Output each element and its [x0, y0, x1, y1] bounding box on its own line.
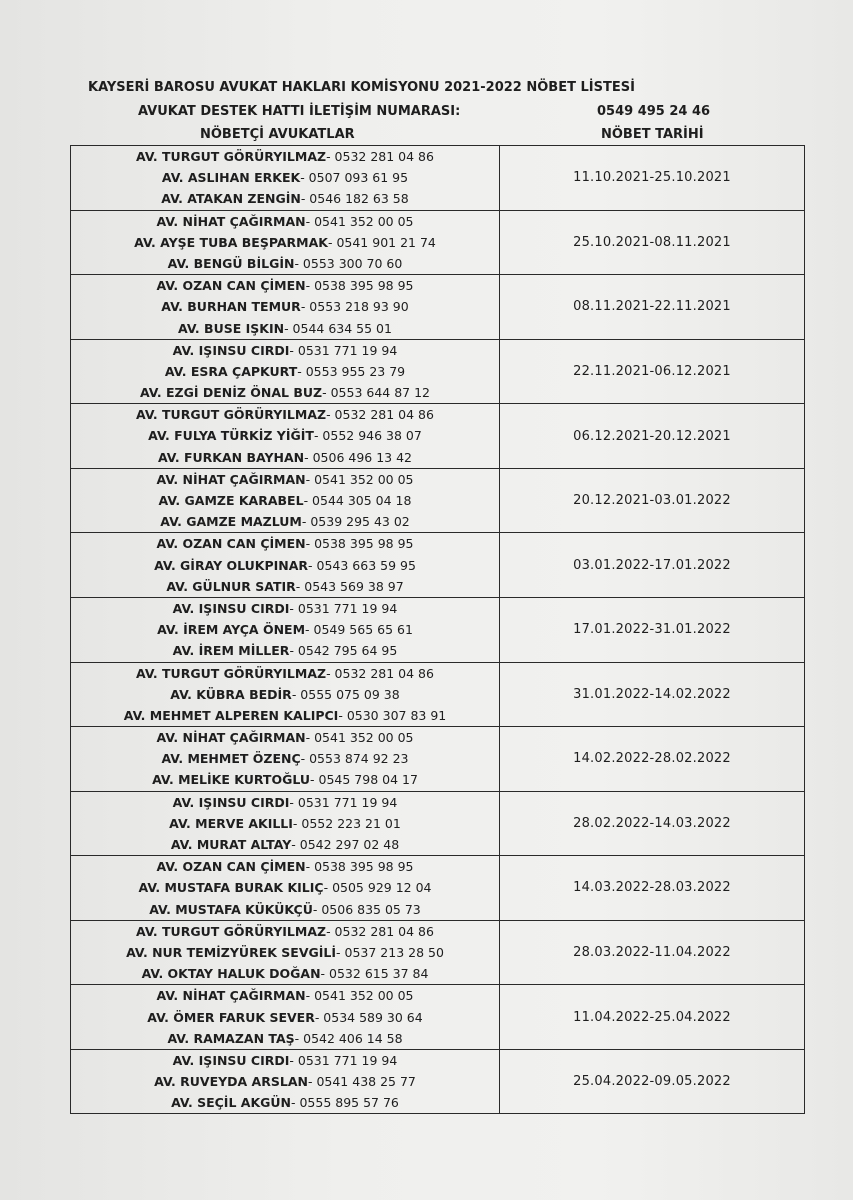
- hotline-number: 0549 495 24 46: [597, 104, 711, 119]
- lawyer-name: AV. OZAN CAN ÇİMEN: [156, 536, 306, 552]
- lawyer-phone: - 0541 352 00 05: [305, 213, 414, 229]
- lawyers-cell: [71, 210, 500, 275]
- lawyer-name: AV. MUSTAFA BURAK KILIÇ: [138, 880, 324, 896]
- lawyer-entry: [71, 963, 499, 984]
- lawyer-entry: [71, 619, 499, 640]
- lawyer-phone: - 0532 281 04 86: [326, 149, 434, 164]
- lawyer-name: AV. IŞINSU CIRDI: [172, 600, 290, 616]
- lawyer-name: AV. NİHAT ÇAĞIRMAN: [156, 471, 306, 487]
- table-row: [71, 468, 805, 533]
- lawyer-name: AV. RUVEYDA ARSLAN: [154, 1074, 308, 1090]
- duty-date-cell: 03.01.2022-17.01.2022: [500, 533, 805, 598]
- duty-date-cell: 25.10.2021-08.11.2021: [500, 210, 805, 275]
- lawyers-cell: [71, 662, 500, 727]
- lawyers-cell: [71, 727, 500, 792]
- lawyer-name: AV. BUSE IŞKIN: [178, 320, 285, 336]
- lawyer-phone: - 0538 395 98 95: [305, 536, 414, 552]
- lawyer-entry: [71, 232, 499, 253]
- lawyer-entry: [71, 705, 499, 726]
- lawyer-entry: [71, 1028, 499, 1049]
- lawyer-phone: - 0544 305 04 18: [303, 493, 412, 508]
- lawyer-phone: - 0507 093 61 95: [300, 170, 409, 186]
- lawyer-name: AV. NİHAT ÇAĞIRMAN: [156, 730, 306, 746]
- lawyer-entry: [71, 769, 499, 790]
- lawyer-entry: [71, 167, 499, 188]
- lawyer-phone: - 0541 438 25 77: [307, 1074, 416, 1090]
- lawyer-phone: - 0534 589 30 64: [314, 1009, 423, 1025]
- lawyer-name: AV. KÜBRA BEDİR: [170, 686, 292, 702]
- lawyers-cell: [71, 1049, 500, 1114]
- lawyer-name: AV. TURGUT GÖRÜRYILMAZ: [136, 407, 327, 423]
- lawyer-entry: [71, 382, 499, 403]
- table-row: [71, 856, 805, 921]
- lawyer-phone: - 0543 569 38 97: [295, 578, 404, 594]
- table-row: [71, 662, 805, 727]
- lawyer-name: AV. IŞINSU CIRDI: [172, 794, 290, 810]
- table-row: [71, 146, 805, 211]
- table-row: [71, 791, 805, 856]
- lawyer-entry: [71, 899, 499, 920]
- lawyer-name: AV. GÜLNUR SATIR: [166, 578, 296, 594]
- lawyer-entry: [71, 296, 499, 317]
- lawyer-entry: [71, 748, 499, 769]
- lawyers-cell: [71, 920, 500, 985]
- lawyer-name: AV. NİHAT ÇAĞIRMAN: [156, 988, 306, 1004]
- table-row: [71, 210, 805, 275]
- table-row: [71, 533, 805, 598]
- lawyer-entry: [71, 985, 499, 1006]
- lawyer-phone: - 0505 929 12 04: [323, 880, 432, 896]
- lawyer-phone: - 0553 300 70 60: [294, 255, 403, 271]
- table-row: [71, 275, 805, 340]
- lawyer-phone: - 0542 297 02 48: [291, 837, 400, 852]
- lawyer-entry: [71, 856, 499, 877]
- lawyer-name: AV. BENGÜ BİLGİN: [167, 255, 295, 271]
- lawyer-phone: - 0546 182 63 58: [300, 191, 409, 207]
- lawyer-name: AV. GAMZE MAZLUM: [160, 514, 302, 530]
- duty-date-cell: 28.03.2022-11.04.2022: [500, 920, 805, 985]
- lawyer-name: AV. IŞINSU CIRDI: [172, 342, 290, 358]
- duty-date-cell: 08.11.2021-22.11.2021: [500, 275, 805, 340]
- lawyer-name: AV. BURHAN TEMUR: [161, 299, 301, 315]
- lawyer-name: AV. İREM MİLLER: [172, 643, 290, 659]
- table-row: [71, 404, 805, 469]
- lawyer-entry: [71, 727, 499, 748]
- column-header-date: NÖBET TARİHİ: [601, 127, 704, 142]
- lawyer-phone: - 0553 874 92 23: [300, 751, 409, 767]
- lawyers-cell: [71, 404, 500, 469]
- lawyer-entry: [71, 684, 499, 705]
- lawyer-phone: - 0530 307 83 91: [338, 707, 447, 723]
- lawyer-name: AV. ESRA ÇAPKURT: [164, 363, 298, 379]
- lawyer-name: AV. ÖMER FARUK SEVER: [147, 1009, 315, 1025]
- lawyers-cell: [71, 468, 500, 533]
- table-row: [71, 339, 805, 404]
- lawyer-entry: [71, 211, 499, 232]
- lawyer-entry: [71, 469, 499, 490]
- duty-date-cell: 31.01.2022-14.02.2022: [500, 662, 805, 727]
- duty-date-cell: 28.02.2022-14.03.2022: [500, 791, 805, 856]
- lawyer-entry: [71, 834, 499, 855]
- lawyer-name: AV. NİHAT ÇAĞIRMAN: [156, 213, 306, 229]
- table-row: [71, 597, 805, 662]
- table-row: [71, 920, 805, 985]
- lawyer-entry: [71, 1071, 499, 1092]
- lawyer-phone: - 0531 771 19 94: [289, 1052, 398, 1068]
- duty-date-cell: 11.04.2022-25.04.2022: [500, 985, 805, 1050]
- lawyer-name: AV. MURAT ALTAY: [170, 837, 292, 852]
- lawyers-cell: [71, 146, 500, 211]
- lawyer-name: AV. ATAKAN ZENGİN: [161, 191, 301, 207]
- duty-date-cell: 20.12.2021-03.01.2022: [500, 468, 805, 533]
- lawyers-cell: [71, 985, 500, 1050]
- table-row: [71, 1049, 805, 1114]
- lawyer-phone: - 0549 565 65 61: [305, 622, 413, 638]
- lawyer-phone: - 0542 406 14 58: [294, 1030, 403, 1046]
- duty-date-cell: 17.01.2022-31.01.2022: [500, 597, 805, 662]
- lawyer-name: AV. FULYA TÜRKİZ YİĞİT: [148, 428, 314, 444]
- lawyer-entry: [71, 275, 499, 296]
- lawyer-phone: - 0555 895 57 76: [291, 1095, 399, 1111]
- lawyer-phone: - 0541 352 00 05: [305, 730, 414, 746]
- lawyer-name: AV. EZGİ DENİZ ÖNAL BUZ: [139, 385, 323, 401]
- lawyer-entry: [71, 340, 499, 361]
- lawyers-cell: [71, 275, 500, 340]
- roster-body: [71, 146, 805, 1114]
- lawyer-entry: [71, 640, 499, 661]
- lawyer-phone: - 0543 663 59 95: [308, 557, 416, 573]
- lawyer-entry: [71, 318, 499, 339]
- lawyer-name: AV. OZAN CAN ÇİMEN: [156, 278, 306, 294]
- lawyers-cell: [71, 856, 500, 921]
- lawyer-entry: [71, 361, 499, 382]
- duty-date-cell: 14.03.2022-28.03.2022: [500, 856, 805, 921]
- lawyer-name: AV. ASLIHAN ERKEK: [161, 170, 301, 186]
- lawyer-entry: [71, 942, 499, 963]
- lawyer-entry: [71, 598, 499, 619]
- lawyer-entry: [71, 1050, 499, 1071]
- lawyer-phone: - 0538 395 98 95: [305, 859, 414, 875]
- lawyer-phone: - 0532 281 04 86: [326, 923, 434, 939]
- lawyer-entry: [71, 576, 499, 597]
- lawyer-entry: [71, 146, 499, 167]
- lawyer-entry: [71, 511, 499, 532]
- duty-date-cell: 14.02.2022-28.02.2022: [500, 727, 805, 792]
- duty-date-cell: 22.11.2021-06.12.2021: [500, 339, 805, 404]
- lawyer-entry: [71, 555, 499, 576]
- lawyers-cell: [71, 339, 500, 404]
- lawyers-cell: [71, 597, 500, 662]
- lawyer-name: AV. MUSTAFA KÜKÜKÇÜ: [149, 901, 313, 917]
- lawyer-name: AV. GAMZE KARABEL: [158, 493, 304, 508]
- lawyer-entry: [71, 792, 499, 813]
- lawyer-phone: - 0537 213 28 50: [336, 944, 444, 960]
- lawyers-cell: [71, 791, 500, 856]
- duty-roster-table: [70, 145, 805, 1114]
- lawyer-phone: - 0531 771 19 94: [289, 794, 398, 810]
- lawyer-phone: - 0539 295 43 02: [301, 514, 410, 530]
- lawyer-entry: [71, 663, 499, 684]
- lawyer-name: AV. MEHMET ALPEREN KALIPCI: [123, 707, 339, 723]
- lawyer-name: AV. IŞINSU CIRDI: [172, 1052, 290, 1068]
- lawyer-phone: - 0532 615 37 84: [320, 966, 429, 982]
- lawyer-name: AV. TURGUT GÖRÜRYILMAZ: [136, 149, 327, 164]
- lawyer-entry: [71, 425, 499, 446]
- lawyer-name: AV. OZAN CAN ÇİMEN: [156, 859, 306, 875]
- lawyer-entry: [71, 877, 499, 898]
- lawyer-phone: - 0555 075 09 38: [291, 686, 400, 702]
- lawyer-name: AV. MELİKE KURTOĞLU: [152, 772, 311, 788]
- lawyer-entry: [71, 813, 499, 834]
- lawyer-name: AV. TURGUT GÖRÜRYILMAZ: [136, 665, 327, 681]
- lawyer-phone: - 0552 223 21 01: [292, 815, 401, 831]
- lawyer-name: AV. GİRAY OLUKPINAR: [154, 557, 309, 573]
- lawyer-phone: - 0506 496 13 42: [304, 449, 413, 465]
- lawyer-name: AV. MERVE AKILLI: [169, 815, 293, 831]
- lawyer-name: AV. FURKAN BAYHAN: [157, 449, 305, 465]
- table-row: [71, 727, 805, 792]
- lawyer-name: AV. İREM AYÇA ÖNEM: [157, 622, 306, 638]
- lawyer-entry: [71, 490, 499, 511]
- column-header-lawyers: NÖBETÇİ AVUKATLAR: [200, 127, 355, 142]
- lawyer-entry: [71, 921, 499, 942]
- lawyer-entry: [71, 533, 499, 554]
- lawyer-entry: [71, 188, 499, 209]
- lawyer-entry: [71, 1092, 499, 1113]
- lawyer-name: AV. AYŞE TUBA BEŞPARMAK: [134, 234, 328, 250]
- lawyer-phone: - 0545 798 04 17: [310, 772, 418, 788]
- table-row: [71, 985, 805, 1050]
- lawyer-name: AV. TURGUT GÖRÜRYILMAZ: [136, 923, 327, 939]
- lawyers-cell: [71, 533, 500, 598]
- lawyer-phone: - 0532 281 04 86: [326, 407, 434, 423]
- lawyer-entry: [71, 1007, 499, 1028]
- lawyer-phone: - 0553 644 87 12: [322, 385, 430, 401]
- hotline-label: AVUKAT DESTEK HATTI İLETİŞİM NUMARASI:: [138, 104, 461, 119]
- lawyer-name: AV. NUR TEMİZYÜREK SEVGİLİ: [126, 944, 337, 960]
- lawyer-name: AV. OKTAY HALUK DOĞAN: [141, 966, 321, 982]
- lawyer-name: AV. SEÇİL AKGÜN: [171, 1095, 291, 1111]
- lawyer-phone: - 0553 955 23 79: [297, 363, 406, 379]
- document-title: KAYSERİ BAROSU AVUKAT HAKLARI KOMİSYONU 2021-2022 NÖBET LİSTESİ: [88, 80, 635, 95]
- duty-date-cell: 11.10.2021-25.10.2021: [500, 146, 805, 211]
- lawyer-phone: - 0542 795 64 95: [289, 643, 398, 659]
- duty-date-cell: 25.04.2022-09.05.2022: [500, 1049, 805, 1114]
- document-header: [0, 0, 853, 146]
- lawyer-phone: - 0531 771 19 94: [289, 600, 398, 616]
- lawyer-phone: - 0538 395 98 95: [305, 278, 414, 294]
- lawyer-phone: - 0544 634 55 01: [284, 320, 392, 336]
- lawyer-entry: [71, 253, 499, 274]
- lawyer-phone: - 0541 352 00 05: [305, 988, 414, 1004]
- lawyer-entry: [71, 404, 499, 425]
- duty-date-cell: 06.12.2021-20.12.2021: [500, 404, 805, 469]
- lawyer-entry: [71, 447, 499, 468]
- lawyer-phone: - 0506 835 05 73: [312, 901, 421, 917]
- lawyer-phone: - 0552 946 38 07: [313, 428, 422, 444]
- lawyer-phone: - 0531 771 19 94: [289, 342, 398, 358]
- lawyer-name: AV. RAMAZAN TAŞ: [167, 1030, 295, 1046]
- lawyer-phone: - 0553 218 93 90: [300, 299, 409, 315]
- lawyer-phone: - 0541 352 00 05: [305, 471, 414, 487]
- lawyer-name: AV. MEHMET ÖZENÇ: [161, 751, 301, 767]
- lawyer-phone: - 0541 901 21 74: [327, 234, 436, 250]
- lawyer-phone: - 0532 281 04 86: [326, 665, 434, 681]
